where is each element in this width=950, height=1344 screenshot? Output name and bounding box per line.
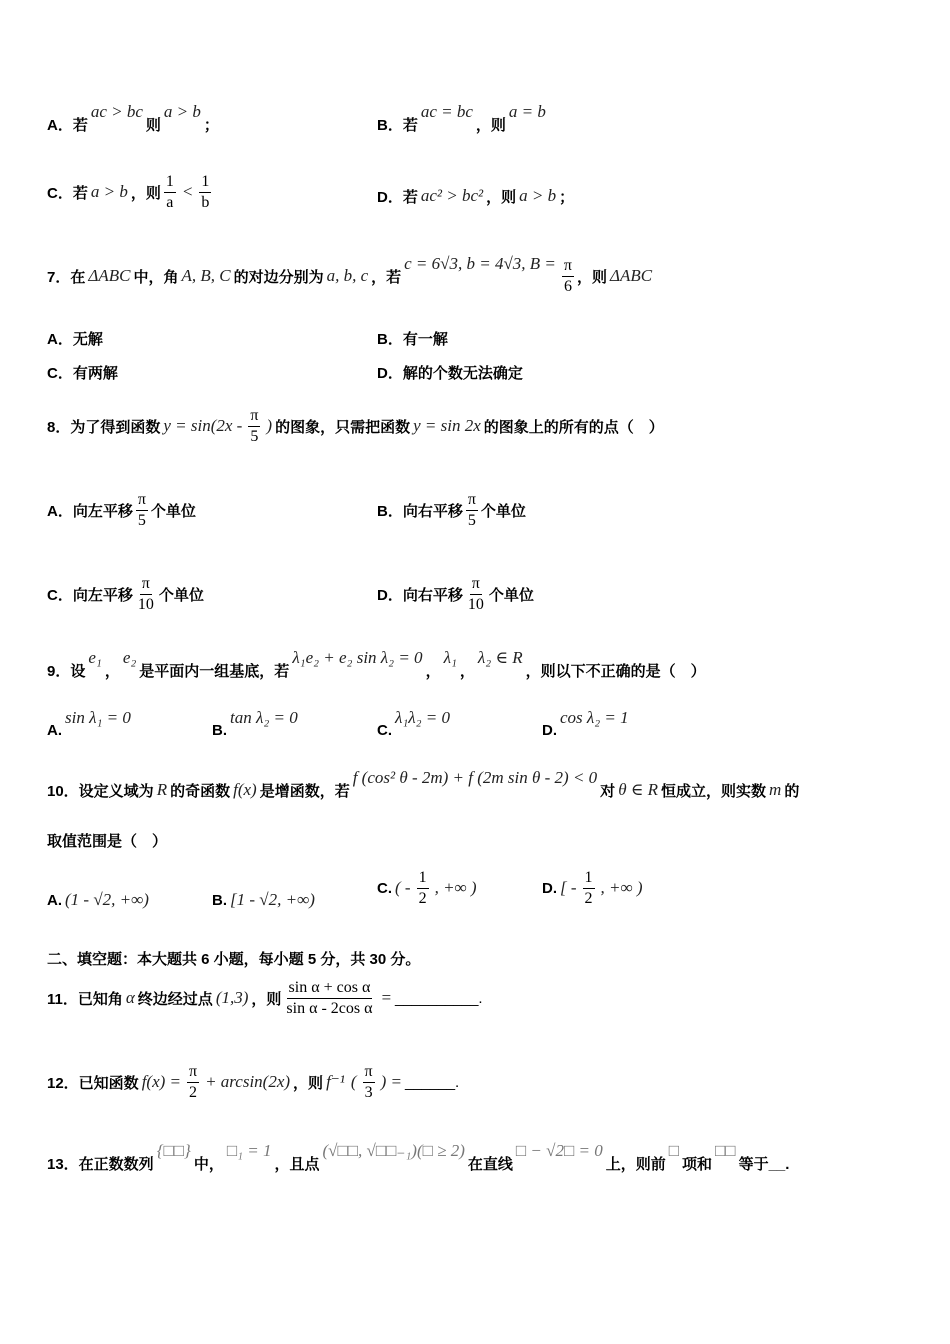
- math-expression: sin λ₁ = 0: [65, 708, 131, 727]
- math-expression: m: [769, 780, 782, 799]
- text: ______.: [405, 1073, 460, 1091]
- math-expression: α: [125, 988, 135, 1007]
- math-expression: + arcsin(2x): [205, 1072, 291, 1091]
- text: A．向左平移: [47, 502, 133, 520]
- q7-option-c: [47, 347, 118, 397]
- text: 的对边分别为: [233, 268, 324, 286]
- text: C．若: [47, 184, 88, 202]
- fraction-denominator: 10: [137, 595, 154, 613]
- fraction: [284, 978, 374, 1019]
- text: 的奇函数: [170, 782, 231, 800]
- text: 7．在: [47, 268, 86, 286]
- q9-option-a: [47, 705, 134, 755]
- math-expression: λ₂ ∈ R: [477, 648, 523, 667]
- fraction-numerator: 1: [417, 868, 429, 889]
- fraction-numerator: sin α + cos α: [287, 978, 373, 999]
- fraction: [164, 172, 176, 213]
- math-expression: [ -: [560, 878, 577, 897]
- text: 10．设定义域为: [47, 782, 154, 800]
- math-expression: □ − √2□ = 0: [515, 1141, 603, 1160]
- fraction: [466, 574, 486, 615]
- math-expression: a > b: [163, 102, 201, 121]
- text: B．若: [377, 116, 418, 134]
- q7-option-d: [377, 347, 523, 397]
- math-expression: R: [156, 780, 168, 799]
- fraction-denominator: 5: [250, 427, 259, 445]
- math-expression: f(x): [233, 780, 257, 799]
- math-expression: a > b: [519, 186, 557, 205]
- q10-stem: [47, 765, 799, 815]
- text: ，: [425, 662, 441, 680]
- q8-option-d: [377, 569, 534, 619]
- fraction-numerator: π: [136, 490, 148, 511]
- math-expression: a, b, c: [326, 266, 369, 285]
- text: 是平面内一组基底，若: [139, 662, 290, 680]
- math-expression: A, B, C: [181, 266, 231, 285]
- math-expression: f(x) =: [141, 1072, 181, 1091]
- fraction: [583, 868, 595, 909]
- text: ，则: [251, 990, 282, 1008]
- fraction-denominator: a: [166, 193, 174, 211]
- fraction-denominator: 10: [467, 595, 484, 613]
- math-expression: ): [266, 416, 273, 435]
- math-expression: ac > bc: [90, 102, 143, 121]
- text: 上，则前: [605, 1155, 666, 1173]
- fraction-denominator: 2: [189, 1083, 198, 1101]
- math-expression: θ ∈ R: [618, 780, 659, 799]
- q6-option-a: [47, 99, 219, 149]
- text: 的: [784, 782, 800, 800]
- math-expression: ac = bc: [420, 102, 473, 121]
- math-expression: ( -: [395, 878, 411, 897]
- fraction: [363, 1062, 375, 1103]
- text: D.: [542, 879, 557, 897]
- fraction: [248, 406, 260, 447]
- text: ，则: [293, 1074, 324, 1092]
- math-expression: □₁ = 1: [226, 1141, 272, 1160]
- fraction-denominator: 3: [364, 1083, 373, 1101]
- q8-option-c: [47, 569, 204, 619]
- fraction-numerator: π: [363, 1062, 375, 1083]
- fraction: [187, 1062, 199, 1103]
- text: D．向右平移: [377, 586, 463, 604]
- math-expression: (1,3): [215, 988, 249, 1007]
- math-expression: ) =: [380, 1072, 402, 1091]
- math-expression: , +∞ ): [434, 878, 477, 897]
- math-expression: e₁: [88, 648, 102, 667]
- text: B．有一解: [377, 330, 448, 348]
- fraction-numerator: 1: [199, 172, 211, 193]
- text: ，且点: [274, 1155, 320, 1173]
- text: 中，: [193, 1155, 224, 1173]
- fraction: [417, 868, 429, 909]
- text: 的图象，只需把函数: [275, 418, 411, 436]
- text: C．向左平移: [47, 586, 133, 604]
- text: 终边经过点: [137, 990, 213, 1008]
- q10-stem-cont: [47, 815, 167, 865]
- q9-stem: [47, 645, 706, 695]
- text: B.: [212, 721, 227, 739]
- math-expression: cos λ₂ = 1: [560, 708, 629, 727]
- text: 对: [600, 782, 616, 800]
- text: A．若: [47, 116, 88, 134]
- math-expression: f⁻¹: [326, 1072, 345, 1091]
- text: ，则: [475, 116, 506, 134]
- q8-stem: [47, 401, 664, 451]
- text: D．解的个数无法确定: [377, 364, 523, 382]
- math-expression: e₂: [122, 648, 137, 667]
- text: ；: [559, 188, 575, 206]
- math-expression: (1 - √2, +∞): [65, 890, 149, 909]
- fraction-numerator: 1: [164, 172, 176, 193]
- text: 的图象上的所有的点（ ）: [483, 418, 664, 436]
- q10-option-c: [377, 863, 480, 913]
- math-expression: a > b: [90, 182, 128, 201]
- text: A.: [47, 721, 62, 739]
- q8-option-a: [47, 485, 196, 535]
- fraction-numerator: π: [466, 490, 478, 511]
- math-expression: λ₁λ₂ = 0: [395, 708, 451, 727]
- text: B．向右平移: [377, 502, 463, 520]
- text: C.: [377, 721, 392, 739]
- q9-option-c: [377, 705, 453, 755]
- math-expression: c = 6√3, b = 4√3, B =: [404, 254, 556, 273]
- fraction-denominator: 5: [467, 511, 476, 529]
- math-expression: =: [380, 988, 392, 1007]
- q8-option-b: [377, 485, 526, 535]
- fraction-numerator: π: [562, 256, 574, 277]
- fraction: [136, 574, 156, 615]
- math-expression: ΔABC: [88, 266, 131, 285]
- math-expression: tan λ₂ = 0: [230, 708, 298, 727]
- q9-option-b: [212, 705, 301, 755]
- text: C．有两解: [47, 364, 118, 382]
- q10-option-a: [47, 875, 152, 925]
- text: 11．已知角: [47, 990, 123, 1008]
- math-expression: y = sin 2x: [413, 416, 481, 435]
- q11-stem: [47, 973, 483, 1023]
- text: ，则: [486, 188, 517, 206]
- q9-option-d: [542, 705, 632, 755]
- fraction-denominator: 6: [563, 277, 572, 295]
- fraction-denominator: 5: [137, 511, 146, 529]
- text: 个单位: [158, 586, 204, 604]
- text: 9．设: [47, 662, 86, 680]
- q12-stem: [47, 1057, 459, 1107]
- fraction: [562, 256, 574, 297]
- math-expression: {□□}: [156, 1141, 191, 1160]
- text: A．无解: [47, 330, 103, 348]
- fraction-numerator: π: [140, 574, 152, 595]
- fraction-numerator: π: [248, 406, 260, 427]
- math-expression: [1 - √2, +∞): [230, 890, 315, 909]
- text: 二、填空题：本大题共 6 小题，每小题 5 分，共 30 分。: [47, 950, 421, 968]
- text: 个单位: [488, 586, 534, 604]
- text: 中，角: [133, 268, 179, 286]
- fraction-numerator: π: [470, 574, 482, 595]
- text: 则: [145, 116, 161, 134]
- text: ，则: [130, 184, 161, 202]
- text: A.: [47, 891, 62, 909]
- fraction-denominator: b: [201, 193, 210, 211]
- math-expression: □: [668, 1141, 679, 1160]
- text: 项和: [682, 1155, 713, 1173]
- math-expression: , +∞ ): [600, 878, 643, 897]
- text: 个单位: [480, 502, 526, 520]
- text: D.: [542, 721, 557, 739]
- fraction: [199, 172, 211, 213]
- text: ，若: [371, 268, 402, 286]
- text: 恒成立，则实数: [661, 782, 767, 800]
- text: D．若: [377, 188, 418, 206]
- q13-stem: [47, 1138, 789, 1188]
- math-expression: □□: [715, 1141, 736, 1160]
- q10-option-d: [542, 863, 646, 913]
- math-expression: ac² > bc²: [420, 186, 484, 205]
- text: ；: [203, 116, 219, 134]
- fraction-denominator: sin α - 2cos α: [286, 999, 373, 1017]
- text: 在直线: [467, 1155, 513, 1173]
- text: C.: [377, 879, 392, 897]
- math-expression: λ₁: [443, 648, 457, 667]
- text: 等于__.: [738, 1155, 790, 1173]
- fraction: [466, 490, 478, 531]
- math-expression: a = b: [508, 102, 546, 121]
- text: ，: [459, 662, 475, 680]
- text: ，则: [576, 268, 607, 286]
- text: ，则以下不正确的是（ ）: [525, 662, 706, 680]
- math-expression: (: [350, 1072, 357, 1091]
- math-expression: y = sin(2x -: [163, 416, 243, 435]
- text: 是增函数，若: [259, 782, 350, 800]
- q6-option-c: [47, 167, 214, 217]
- math-expression: f (cos² θ - 2m) + f (2m sin θ - 2) < 0: [352, 768, 598, 787]
- math-expression: λ₁e₂ + e₂ sin λ₂ = 0: [292, 648, 423, 667]
- fraction-numerator: π: [187, 1062, 199, 1083]
- text: ，: [104, 662, 120, 680]
- fraction-denominator: 2: [584, 889, 593, 907]
- text: 8．为了得到函数: [47, 418, 161, 436]
- text: B.: [212, 891, 227, 909]
- text: 个单位: [150, 502, 196, 520]
- q6-option-d: [377, 171, 574, 221]
- math-expression: (√□□, √□□₋₁)(□ ≥ 2): [322, 1141, 465, 1160]
- q10-option-b: [212, 875, 318, 925]
- text: 12．已知函数: [47, 1074, 139, 1092]
- q7-stem: [47, 251, 655, 301]
- fraction: [136, 490, 148, 531]
- fraction-numerator: 1: [583, 868, 595, 889]
- text: __________.: [394, 989, 483, 1007]
- fraction-denominator: 2: [418, 889, 427, 907]
- q6-option-b: [377, 99, 549, 149]
- text: 13．在正数数列: [47, 1155, 154, 1173]
- math-expression: <: [181, 182, 194, 201]
- math-expression: ΔABC: [610, 266, 653, 285]
- text: 取值范围是（ ）: [47, 832, 168, 850]
